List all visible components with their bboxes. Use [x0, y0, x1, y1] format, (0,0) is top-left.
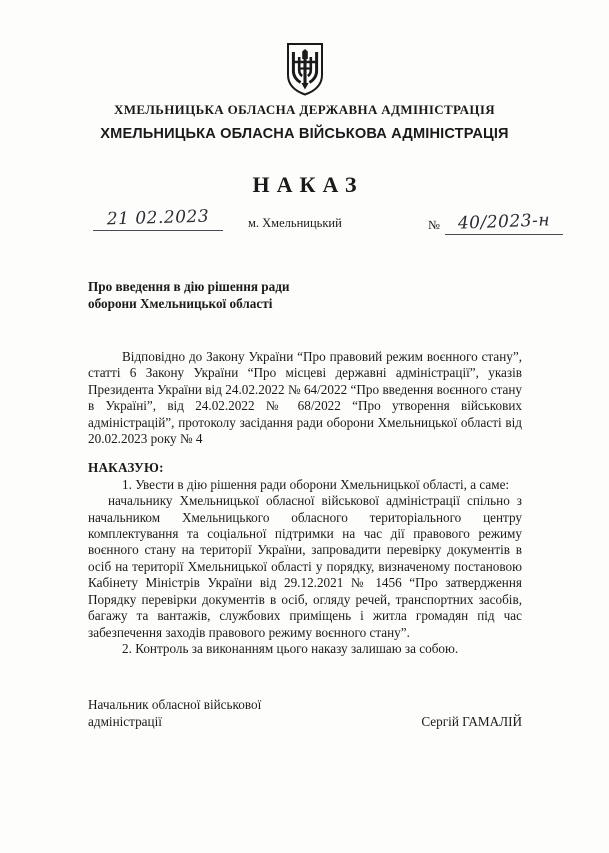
clause-1-body: начальнику Хмельницької обласної військової адміністрації спільно з начальником Хмельницького обласного територіального центру комплектування та соціальної підтримки на час дії правового режиму воєнного стану на території України, запровадити перевірку документів в осіб на території Хмельницької області у порядку, визначеному постановою Кабінету Міністрів України від 29.12.2021 № 1456 “Про затвердження Порядку перевірки документів в осіб, огляду речей, транспортних засобів, багажу та вантажів, службових приміщень і житла громадян під час забезпечення заходів правового режиму воєнного стану”.: [88, 493, 522, 640]
signature-block: [88, 696, 522, 730]
organization-name-state-administration: ХМЕЛЬНИЦЬКА ОБЛАСНА ДЕРЖАВНА АДМІНІСТРАЦІЯ: [114, 102, 495, 117]
document-city: м. Хмельницький: [248, 216, 342, 230]
document-date-handwritten-value: 21 02.2023: [106, 206, 210, 230]
organization-name-military-administration: ХМЕЛЬНИЦЬКА ОБЛАСНА ВІЙСЬКОВА АДМІНІСТРАЦІЯ: [100, 126, 509, 142]
subject-line-1: Про введення в дію рішення ради: [88, 279, 290, 294]
subject-line-2: оборони Хмельницької області: [88, 296, 273, 311]
order-keyword: НАКАЗУЮ:: [88, 460, 164, 476]
signature-row: [88, 696, 522, 730]
document-type-title: НАКАЗ: [252, 172, 364, 197]
ukraine-trident-icon: [285, 42, 325, 96]
document-number-label: №: [428, 218, 440, 232]
clause-1-intro: 1. Увести в дію рішення ради оборони Хмельницької області, а саме:: [122, 476, 510, 492]
letterhead-header: [0, 100, 609, 145]
coat-of-arms-emblem: [0, 42, 609, 101]
document-date-field: [88, 208, 228, 231]
signatory-title: [88, 696, 338, 730]
preamble-paragraph: Відповідно до Закону України “Про правовий режим воєнного стану”, статті 6 Закону України “Про місцеві державні адміністрації”, указів Президента України від 24.02.2022 № 64/2022 “Про введення воєнного стану в Україні”, від 24.02.2022 № 68/2022 “Про утворення військових адміністрацій”, протоколу засідання ради оборони Хмельницької області від 20.02.2023 року № 4: [88, 349, 522, 447]
document-subject: [88, 278, 418, 312]
signatory-name: Сергій ГАМАЛІЙ: [421, 714, 522, 729]
signatory-title-line-2: адміністрації: [88, 714, 162, 729]
document-number-handwritten-value: 40/2023-н: [457, 210, 551, 234]
document-number-value-wrap: [445, 212, 563, 235]
document-number-field: [428, 212, 563, 235]
document-body: [88, 349, 522, 657]
clause-2: 2. Контроль за виконанням цього наказу залишаю за собою.: [122, 640, 459, 656]
signatory-title-line-1: Начальник обласної військової: [88, 697, 262, 712]
document-meta-row: [0, 206, 609, 242]
